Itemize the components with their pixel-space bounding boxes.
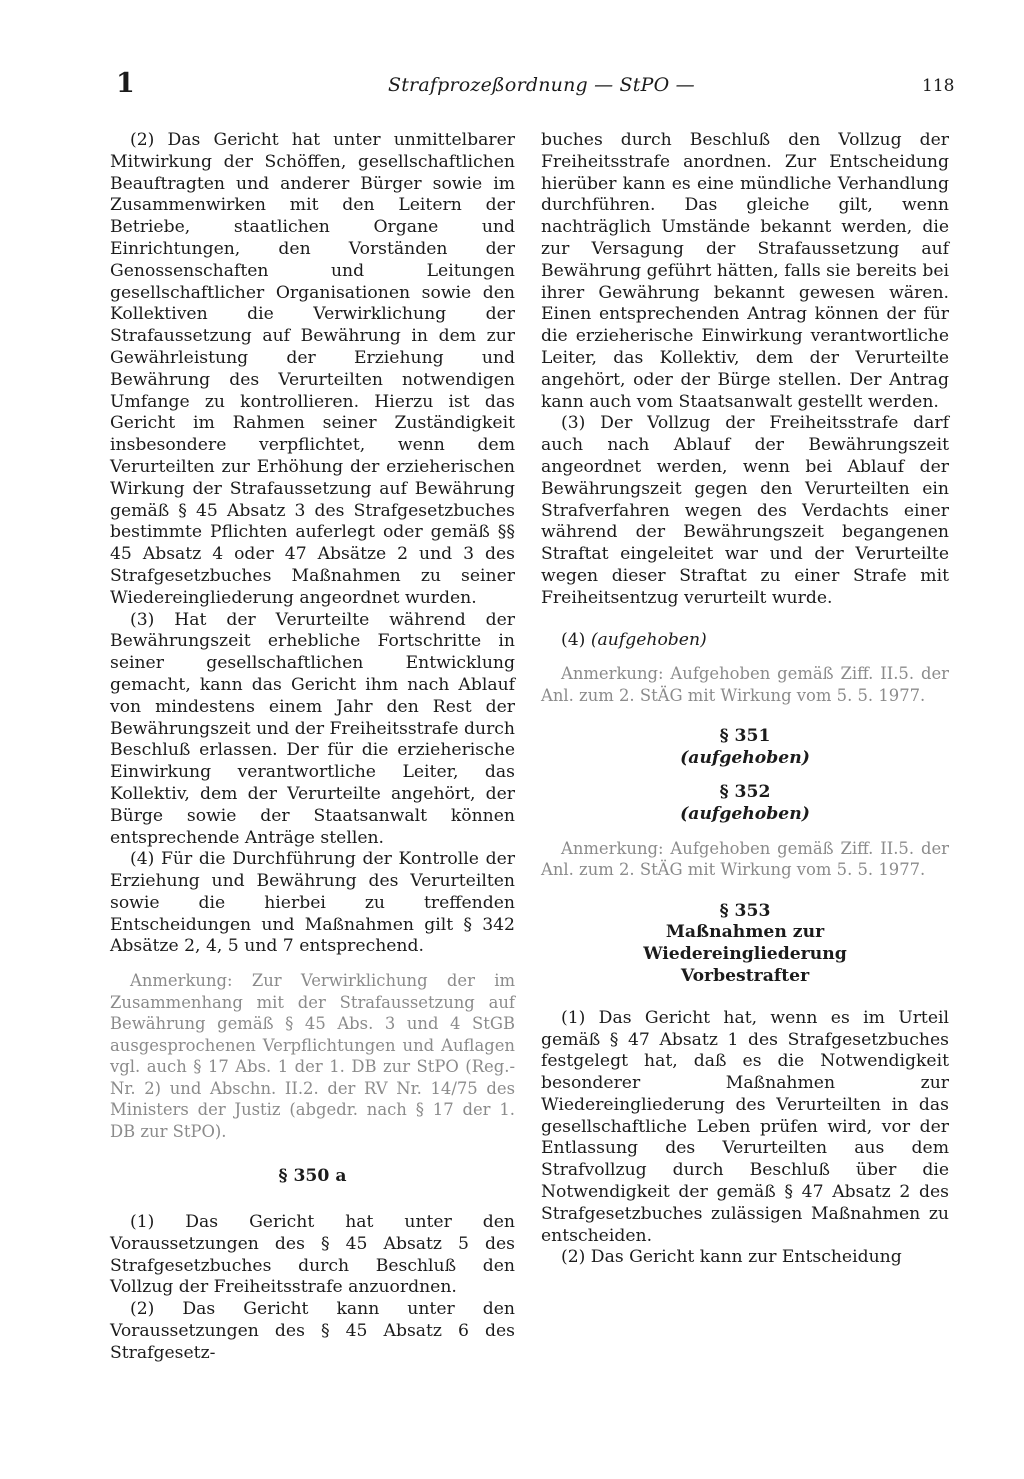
section-heading-352: § 352 — [719, 781, 771, 802]
page-header — [0, 68, 1024, 108]
paragraph-3: (3) Hat der Verurteilte während der Bewährungszeit erhebliche Fortschritte in seiner gesellschaftlichen Entwicklung gemacht, kann das Gericht ihm nach Ablauf von mindestens einem Jahr den Rest der Bewährungszeit und der Freiheitsstrafe durch Beschluß erlassen. Der für die erzieherische Einwirkung verantwortliche Leiter, das Kollektiv, dem der Verurteilte angehört, der Bürge sowie der Staatsanwalt können entsprechende Anträge stellen. — [110, 609, 516, 848]
page-number: 118 — [922, 76, 955, 96]
section-heading-353: § 353 — [719, 900, 771, 921]
paragraph-4-number: (4) — [561, 629, 586, 650]
paragraph-4-status: (aufgehoben) — [590, 629, 707, 650]
running-title: Strafprozeßordnung — StPO — — [388, 74, 695, 96]
annotation-note-2: Anmerkung: Aufgehoben gemäß Ziff. II.5. der Anl. zum 2. StÄG mit Wirkung vom 5. 5. 1977. — [541, 838, 949, 880]
right-column — [541, 130, 949, 1269]
s350a-paragraph-1: (1) Das Gericht hat unter den Voraussetzungen des § 45 Absatz 5 des Strafgesetzbuches durch Beschluß den Vollzug der Freiheitsstrafe anzuordnen. — [110, 1212, 515, 1298]
left-column — [110, 130, 515, 1365]
section-351-status: (aufgehoben) — [680, 748, 810, 769]
section-heading-350a: § 350 a — [278, 1166, 347, 1187]
paragraph-4: (4) Für die Durchführung der Kontrolle der Erziehung und Bewährung des Verurteilten sowie die hierbei zu treffenden Entscheidungen und Maßnahmen gilt § 342 Absätze 2, 4, 5 und 7 entsprechend. — [110, 849, 515, 957]
s350a-paragraph-2: (2) Das Gericht kann unter den Voraussetzungen des § 45 Absatz 6 des Strafgesetz- — [110, 1299, 515, 1363]
chapter-number: 1 — [116, 68, 135, 99]
annotation-note-1: Anmerkung: Aufgehoben gemäß Ziff. II.5. der Anl. zum 2. StÄG mit Wirkung vom 5. 5. 1977. — [541, 664, 949, 705]
paragraph-2: (2) Das Gericht hat unter unmittelbarer Mitwirkung der Schöffen, gesellschaftlichen Beauftragten und anderer Bürger sowie im Zusammenwirken mit den Leitern der Betriebe, staatlichen Organe und Einrichtungen, den Vorständen der Genossenschaften und Leitungen gesellschaftlicher Organisationen sowie den Kollektiven die Verwirklichung der Strafaussetzung auf Bewährung in dem zur Gewährleistung der Erziehung und Bewährung des Verurteilten notwendigen Umfange zu kontrollieren. Hierzu ist das Gericht im Rahmen seiner Zuständigkeit insbesondere verpflichtet, wenn dem Verurteilten zur Erhöhung der erzieherischen Wirkung der Strafaussetzung auf Bewährung gemäß § 45 Absatz 3 des Strafgesetzbuches bestimmte Pflichten auferlegt oder gemäß §§ 45 Absatz 4 oder 47 Absätze 2 und 3 des Strafgesetzbuches Maßnahmen zu seiner Wiedereingliederung angeordnet wurden. — [110, 130, 515, 608]
paragraph-4-repealed — [541, 630, 949, 652]
section-heading-351: § 351 — [719, 726, 771, 747]
section-352-status: (aufgehoben) — [680, 803, 810, 824]
paragraph-3-right: (3) Der Vollzug der Freiheitsstrafe darf auch nach Ablauf der Bewährungszeit angeordnet werden, wenn bei Ablauf der Bewährungszeit gegen den Verurteilten ein Strafverfahren wegen des Verdachts einer während der Bewährungszeit begangenen Straftat eingeleitet war und der Verurteilte wegen dieser Straftat zu einer Strafe mit Freiheitsentzug verurteilt wurde. — [541, 413, 949, 608]
annotation-note: Anmerkung: Zur Verwirklichung der im Zusammenhang mit der Strafaussetzung auf Bewährung gemäß § 45 Abs. 3 und 4 StGB ausgesprochenen Verpflichtungen und Auflagen vgl. auch § 17 Abs. 1 der 1. DB zur StPO (Reg.-Nr. 2) und Abschn. II.2. der RV Nr. 14/75 des Ministers der Justiz (abgedr. nach § 17 der 1. DB zur StPO). — [110, 971, 515, 1141]
s353-paragraph-1: (1) Das Gericht hat, wenn es im Urteil gemäß § 47 Absatz 1 des Strafgesetzbuches festgelegt hat, daß es die Notwendigkeit besonderer Maßnahmen zur Wiedereingliederung des Verurteilten in das gesellschaftliche Leben prüfen wird, vor der Entlassung des Verurteilten aus dem Strafvollzug durch Beschluß über die Notwendigkeit der gemäß § 47 Absatz 2 des Strafgesetzbuches zulässigen Maßnahmen zu entscheiden. — [541, 1007, 949, 1246]
section-353-title: Maßnahmen zur Wiedereingliederung Vorbestrafter — [643, 922, 847, 986]
s353-paragraph-2: (2) Das Gericht kann zur Entscheidung — [561, 1247, 902, 1268]
continued-paragraph: buches durch Beschluß den Vollzug der Freiheitsstrafe anordnen. Zur Entscheidung hierüber kann es eine mündliche Verhandlung durchführen. Das gleiche gilt, wenn nachträglich Umstände bekannt werden, die zur Versagung der Strafaussetzung auf Bewährung geführt hätten, falls sie bereits bei ihrer Gewährung bekannt gewesen wären. Einen entsprechenden Antrag können der für die erzieherische Einwirkung verantwortliche Leiter, das Kollektiv, dem der Verurteilte angehört, oder der Bürge stellen. Der Antrag kann auch vom Staatsanwalt gestellt werden. — [541, 130, 949, 412]
